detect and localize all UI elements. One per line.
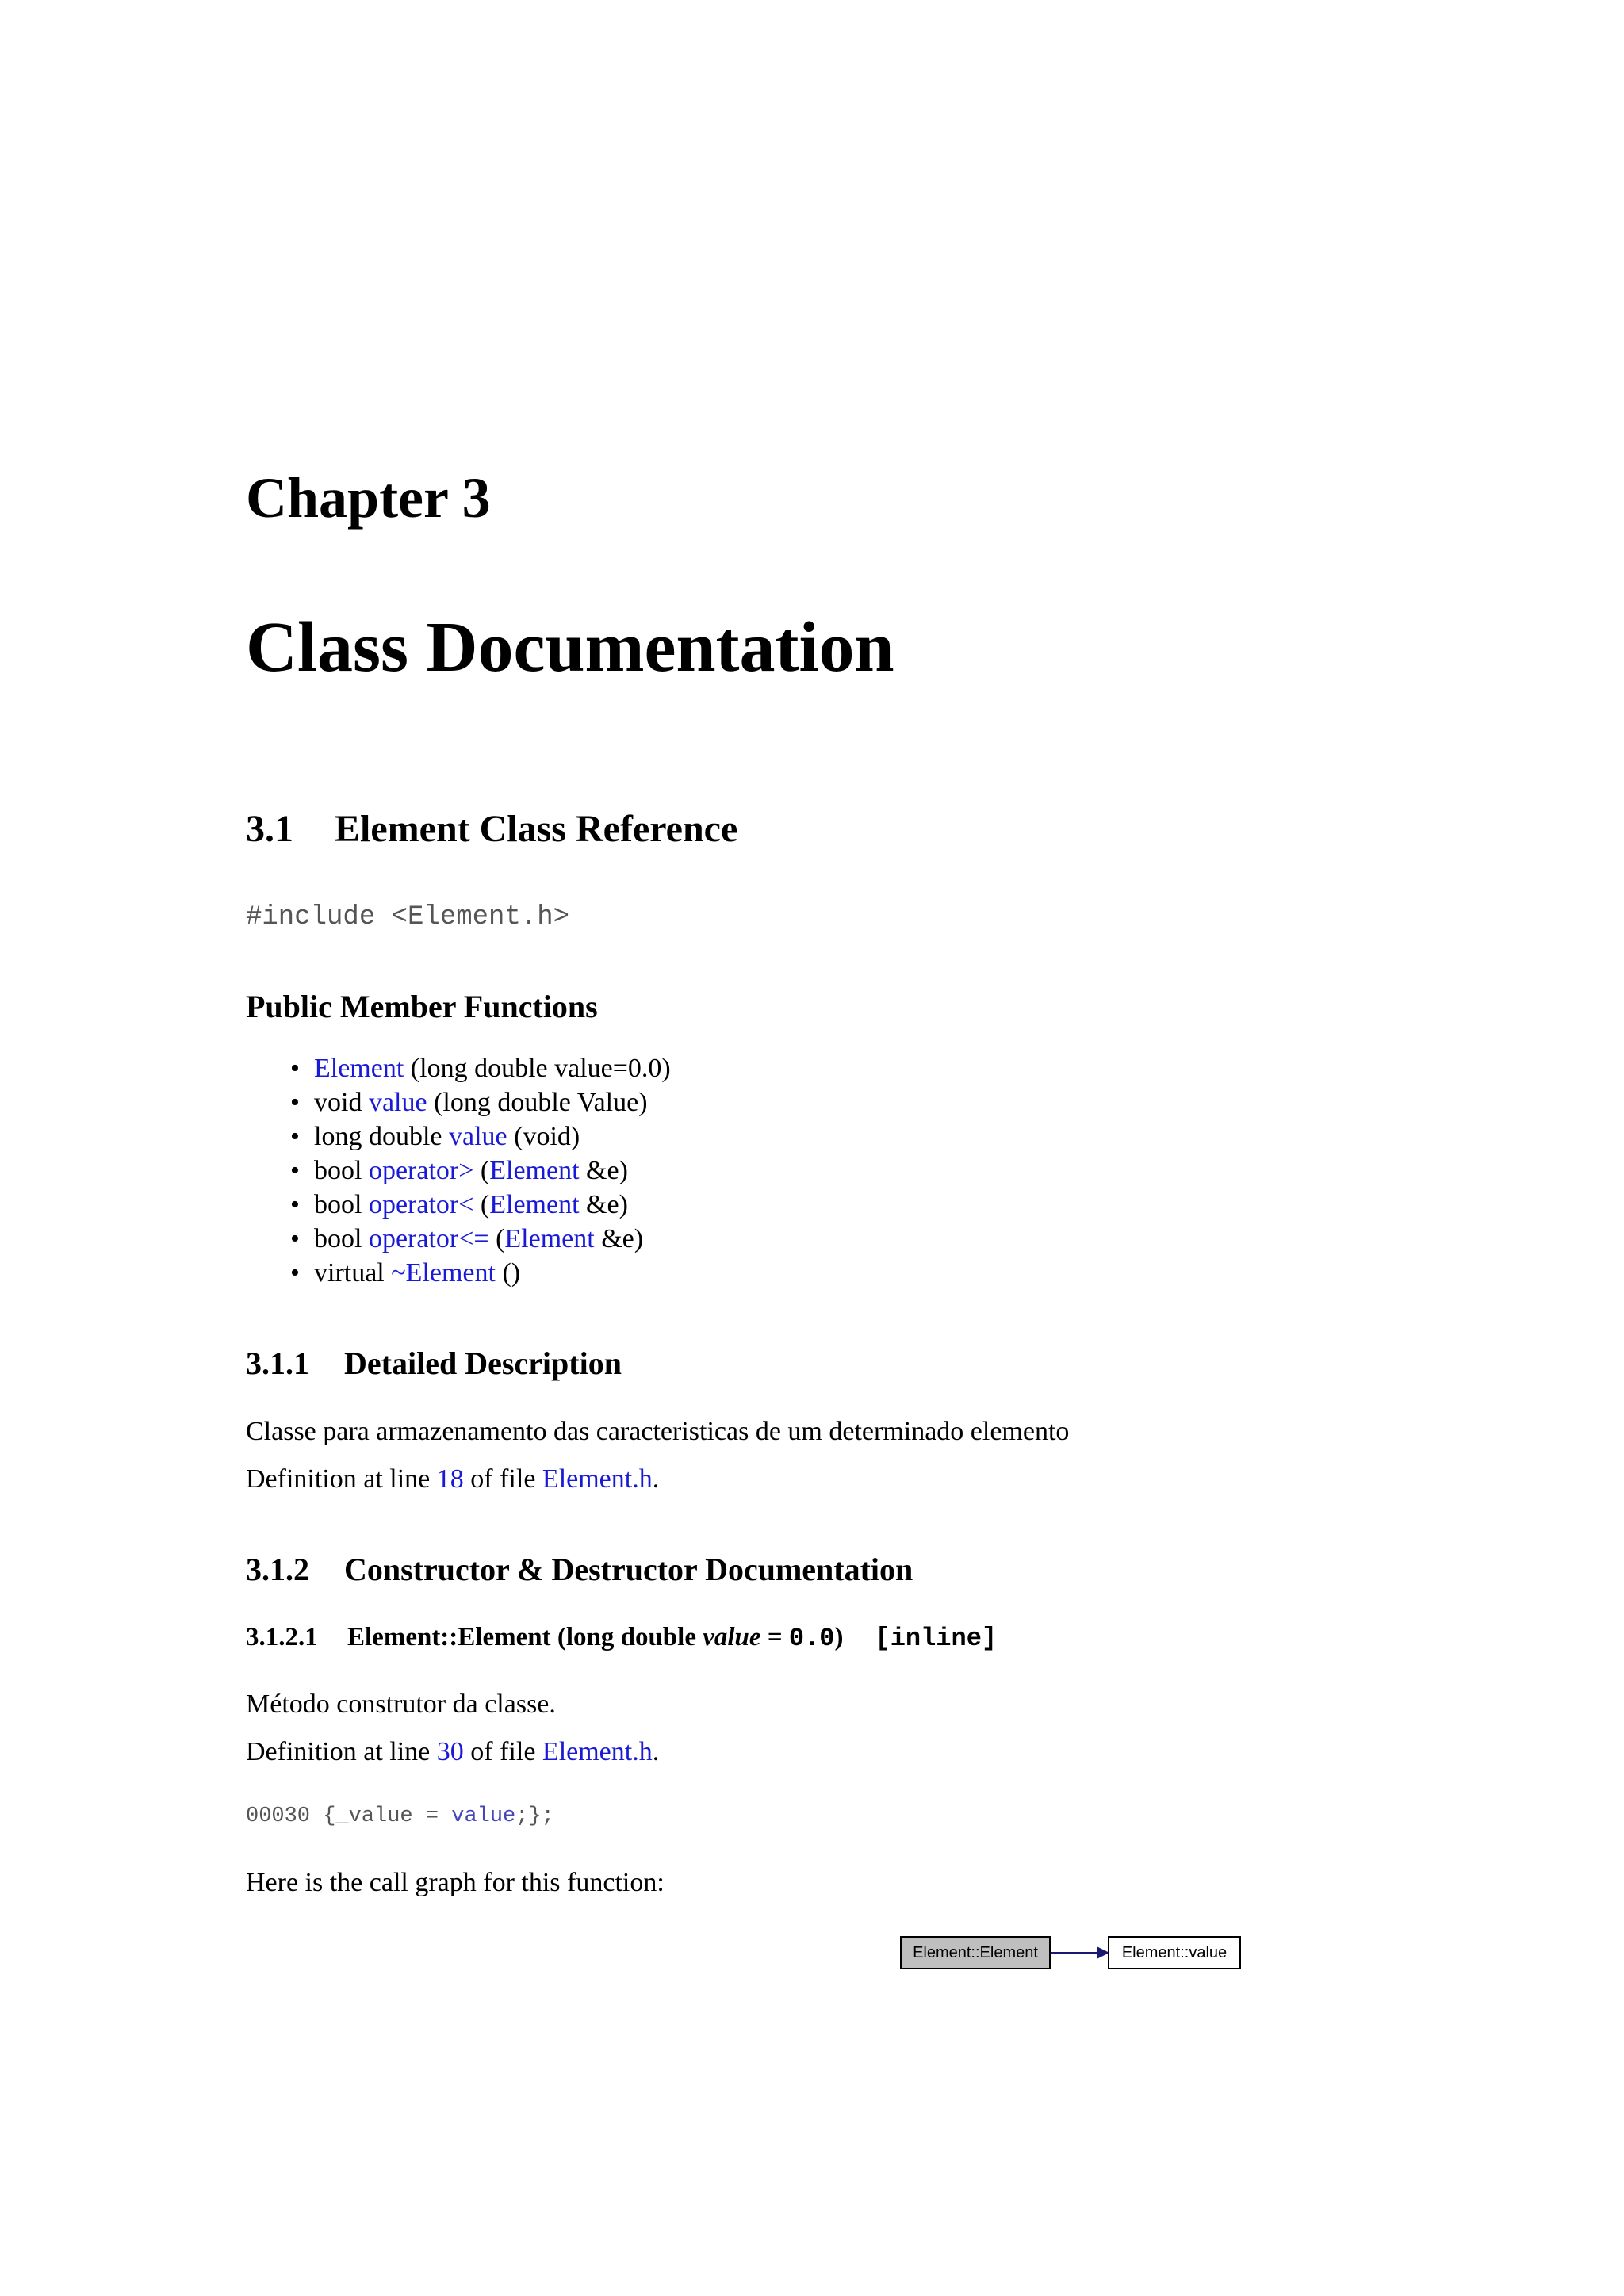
code-keyword-link[interactable]: value xyxy=(451,1804,516,1828)
code-text-end: ;}; xyxy=(515,1804,554,1828)
member-signature: ( xyxy=(488,1224,505,1253)
member-prefix: bool xyxy=(314,1190,369,1219)
member-link[interactable]: value xyxy=(448,1122,508,1151)
call-graph-node-source[interactable]: Element::Element xyxy=(900,1936,1051,1969)
member-param: &e) xyxy=(579,1190,628,1219)
subsection-number: 3.1.1 xyxy=(246,1345,309,1381)
file-link[interactable]: Element.h xyxy=(542,1737,653,1766)
member-function-item xyxy=(246,1154,671,1188)
member-signature: (long double value=0.0) xyxy=(404,1054,671,1083)
signature-prefix: Element::Element (long double xyxy=(347,1623,703,1651)
section-title: Element Class Reference xyxy=(335,808,738,850)
signature-qualifier: [inline] xyxy=(875,1624,998,1653)
member-signature: () xyxy=(495,1258,521,1288)
signature-close: ) xyxy=(834,1623,844,1651)
member-prefix: void xyxy=(314,1088,369,1117)
call-graph-edge xyxy=(1051,1952,1101,1954)
definition-prefix: Definition at line xyxy=(246,1737,437,1766)
include-directive: #include <Element.h> xyxy=(246,902,570,932)
section-number: 3.1 xyxy=(246,808,293,850)
member-link[interactable]: operator<= xyxy=(368,1224,489,1253)
member-link[interactable]: operator> xyxy=(368,1156,474,1185)
member-link[interactable]: value xyxy=(368,1088,427,1117)
code-text: {_value = xyxy=(310,1804,452,1828)
call-graph-node-target[interactable]: Element::value xyxy=(1108,1936,1241,1969)
member-link[interactable]: Element xyxy=(314,1054,404,1083)
param-type-link[interactable]: Element xyxy=(489,1190,580,1219)
definition-prefix: Definition at line xyxy=(246,1464,437,1494)
definition-line xyxy=(246,1466,659,1493)
member-function-list xyxy=(246,1051,671,1290)
call-graph xyxy=(900,1936,1241,1973)
section-heading xyxy=(246,810,737,848)
definition-line xyxy=(246,1739,659,1766)
member-signature: (long double Value) xyxy=(427,1088,648,1117)
definition-suffix: . xyxy=(652,1737,660,1766)
chapter-title: Class Documentation xyxy=(246,608,894,687)
member-prefix: bool xyxy=(314,1156,369,1185)
member-function-item xyxy=(246,1085,671,1119)
definition-mid: of file xyxy=(463,1737,542,1766)
call-graph-caption: Here is the call graph for this function: xyxy=(246,1868,665,1897)
member-signature-heading xyxy=(246,1624,997,1651)
detailed-description-heading xyxy=(246,1345,622,1381)
subsection-number: 3.1.2 xyxy=(246,1552,309,1587)
member-signature: (void) xyxy=(507,1122,580,1151)
definition-mid: of file xyxy=(463,1464,542,1494)
detailed-description-text: Classe para armazenamento das caracteristicas de um determinado elemento xyxy=(246,1417,1070,1446)
member-signature: ( xyxy=(473,1156,490,1185)
member-function-item xyxy=(246,1119,671,1154)
member-link[interactable]: ~Element xyxy=(391,1258,496,1288)
definition-suffix: . xyxy=(652,1464,660,1494)
subsection-title: Constructor & Destructor Documentation xyxy=(344,1552,914,1587)
member-prefix: virtual xyxy=(314,1258,392,1288)
subsubsection-number: 3.1.2.1 xyxy=(246,1623,318,1651)
member-param: &e) xyxy=(579,1156,628,1185)
subsection-title: Detailed Description xyxy=(344,1345,622,1381)
public-member-functions-heading: Public Member Functions xyxy=(246,989,598,1024)
member-param: &e) xyxy=(594,1224,644,1253)
file-link[interactable]: Element.h xyxy=(542,1464,653,1494)
signature-default: 0.0 xyxy=(788,1624,835,1653)
member-function-item xyxy=(246,1051,671,1085)
signature-param: value xyxy=(703,1623,761,1651)
param-type-link[interactable]: Element xyxy=(504,1224,595,1253)
member-function-item xyxy=(246,1222,671,1256)
member-prefix: long double xyxy=(314,1122,449,1151)
param-type-link[interactable]: Element xyxy=(489,1156,580,1185)
ctor-dtor-heading xyxy=(246,1554,913,1586)
chapter-label: Chapter 3 xyxy=(246,466,491,530)
line-number-link[interactable]: 30 xyxy=(436,1737,464,1766)
line-number-link[interactable]: 18 xyxy=(436,1464,464,1494)
code-snippet xyxy=(246,1806,554,1827)
member-prefix: bool xyxy=(314,1224,369,1253)
signature-equals: = xyxy=(760,1623,789,1651)
code-line-number: 00030 xyxy=(246,1804,311,1828)
member-function-item xyxy=(246,1188,671,1222)
ctor-description-text: Método construtor da classe. xyxy=(246,1689,556,1719)
member-signature: ( xyxy=(473,1190,490,1219)
member-function-item xyxy=(246,1256,671,1290)
member-link[interactable]: operator< xyxy=(368,1190,474,1219)
